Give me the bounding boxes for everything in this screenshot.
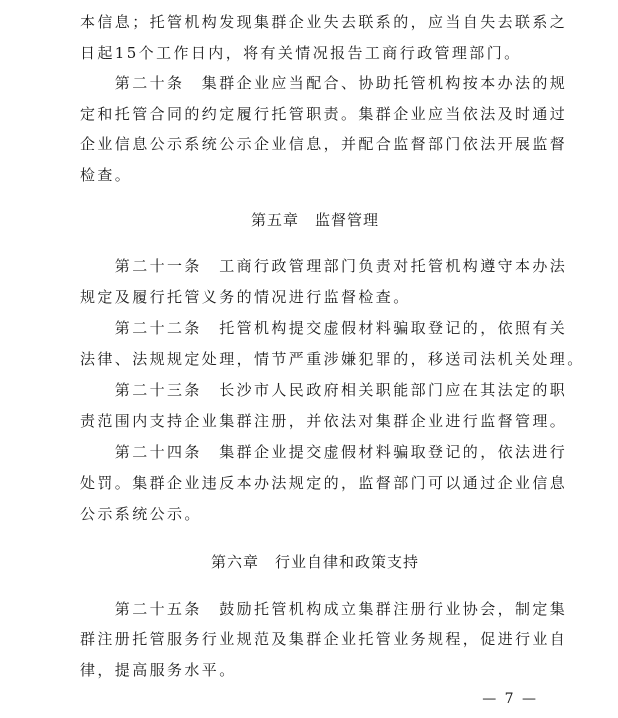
- text-line: 日起15个工作日内，将有关情况报告工商行政管理部门。: [80, 44, 522, 62]
- chapter-heading: 第六章 行业自律和政策支持: [210, 553, 419, 571]
- text-line: 定和托管合同的约定履行托管职责。集群企业应当依法及时通过: [80, 105, 568, 123]
- text-line: 检查。: [80, 166, 133, 184]
- text-line: 处罚。集群企业违反本办法规定的，监督部门可以通过企业信息: [80, 474, 568, 492]
- text-line: 企业信息公示系统公示企业信息，并配合监督部门依法开展监督: [80, 135, 568, 153]
- text-line: 第二十五条 鼓励托管机构成立集群注册行业协会，制定集: [80, 600, 568, 618]
- text-line: 法律、法规规定处理，情节严重涉嫌犯罪的，移送司法机关处理。: [80, 350, 585, 368]
- chapter-heading: 第五章 监督管理: [250, 211, 379, 229]
- text-line: 责范围内支持企业集群注册，并依法对集群企业进行监督管理。: [80, 412, 568, 430]
- text-line: 规定及履行托管义务的情况进行监督检查。: [80, 288, 411, 306]
- text-line: 第二十四条 集群企业提交虚假材料骗取登记的，依法进行: [80, 443, 568, 461]
- text-line: 律，提高服务水平。: [80, 661, 237, 679]
- page-number: — 7 —: [482, 691, 538, 707]
- text-line: 本信息；托管机构发现集群企业失去联系的，应当自失去联系之: [80, 13, 568, 31]
- text-line: 群注册托管服务行业规范及集群企业托管业务规程，促进行业自: [80, 630, 568, 648]
- text-line: 第二十条 集群企业应当配合、协助托管机构按本办法的规: [80, 74, 568, 92]
- text-line: 第二十三条 长沙市人民政府相关职能部门应在其法定的职: [80, 381, 568, 399]
- text-line: 第二十一条 工商行政管理部门负责对托管机构遵守本办法: [80, 257, 568, 275]
- text-line: 公示系统公示。: [80, 505, 202, 523]
- text-line: 第二十二条 托管机构提交虚假材料骗取登记的，依照有关: [80, 319, 568, 337]
